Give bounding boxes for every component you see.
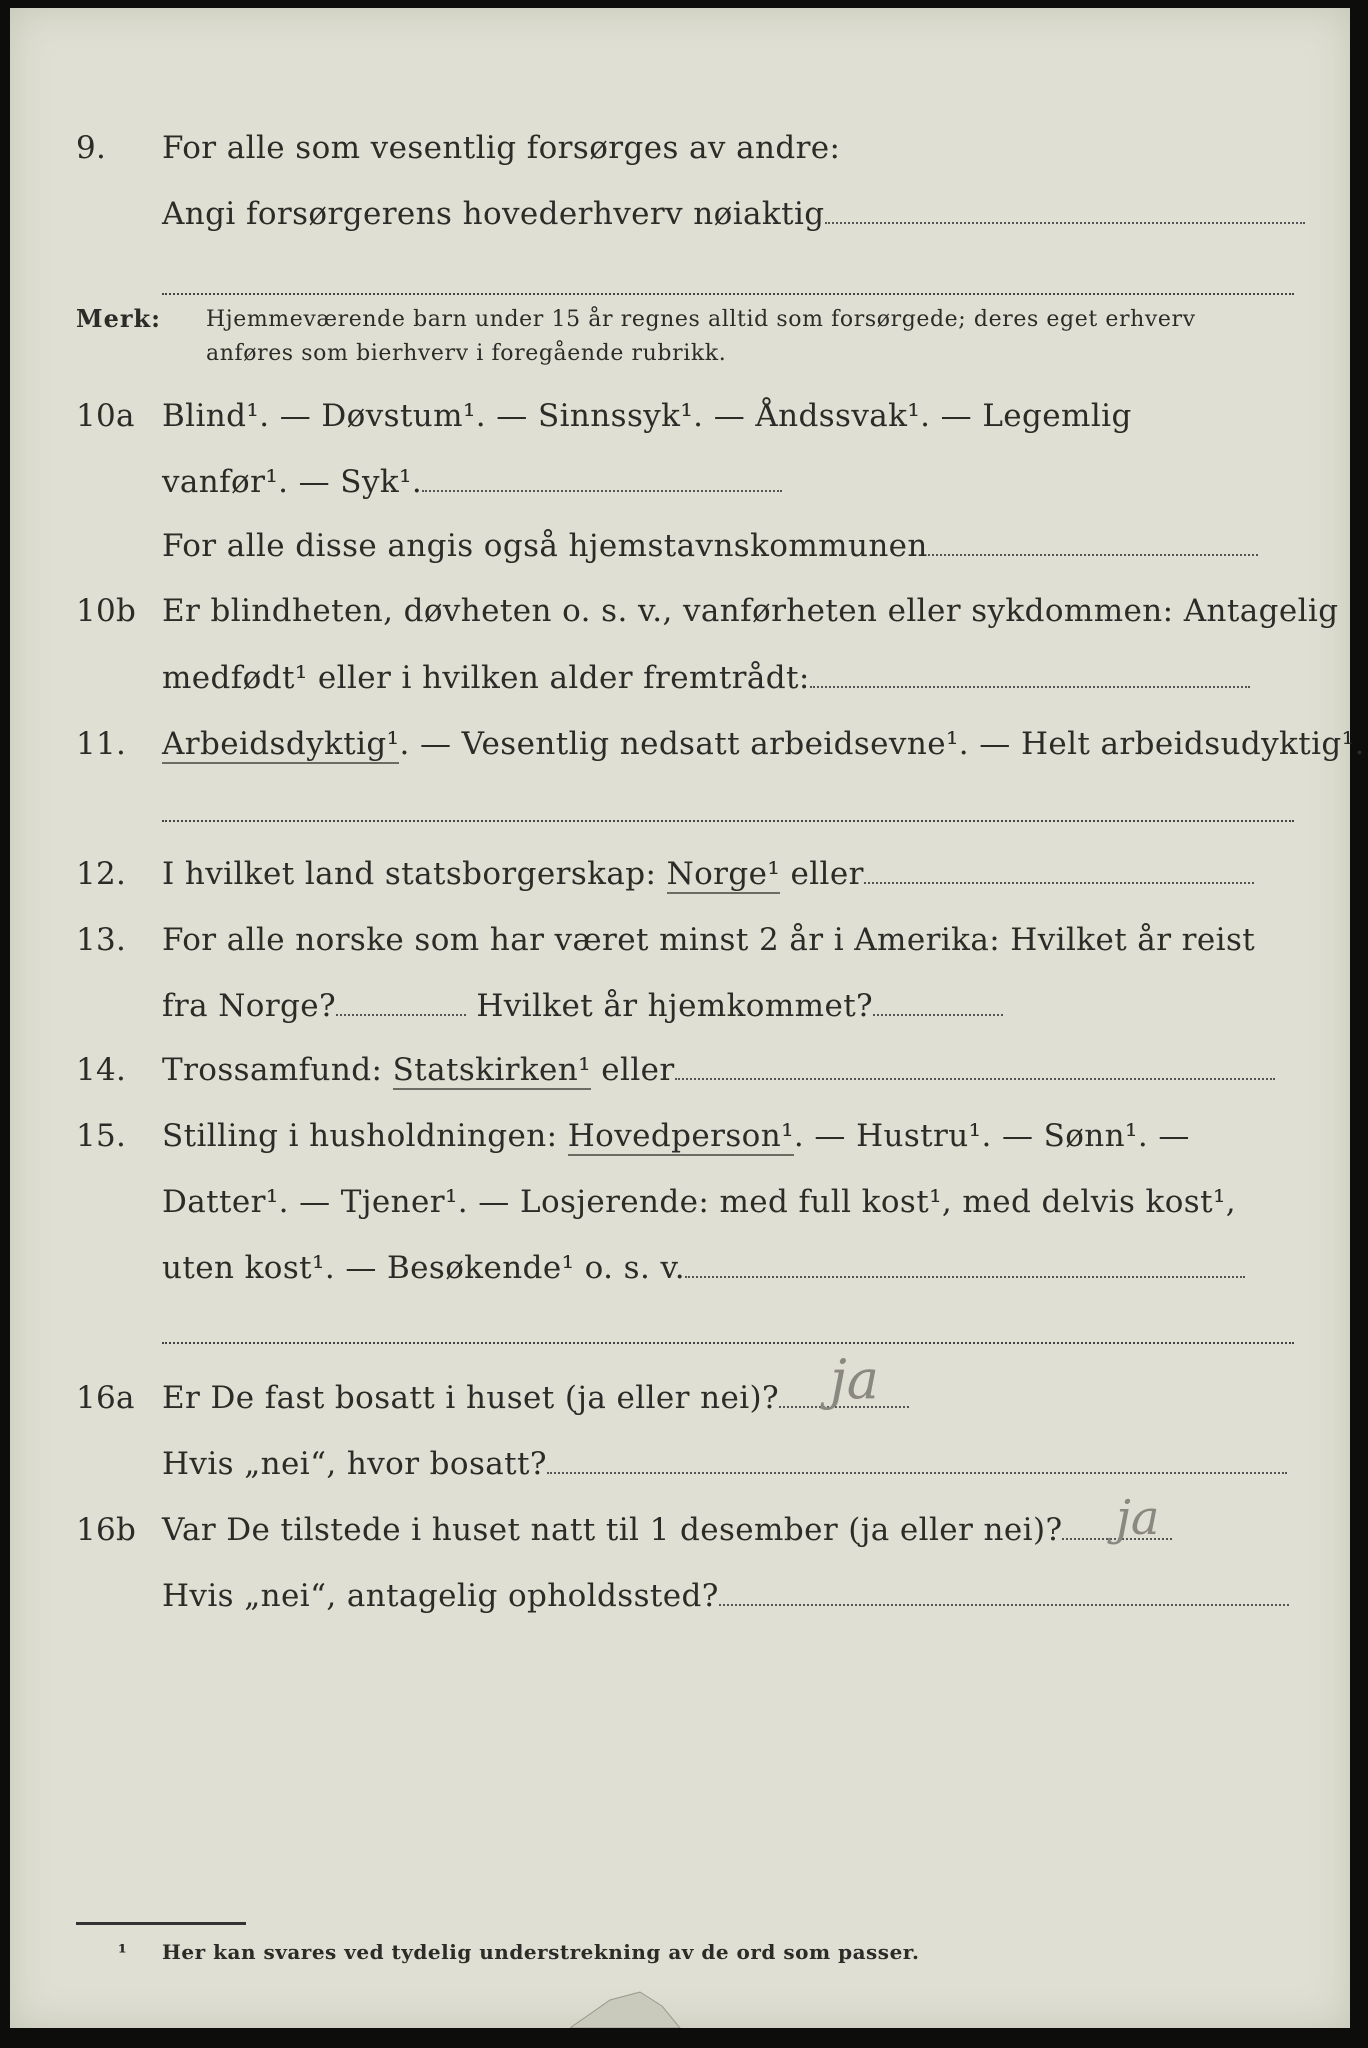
q12-suffix: eller (780, 856, 864, 892)
q12-prefix: I hvilket land statsborgerskap: (162, 856, 667, 892)
footnote-rule (76, 1922, 246, 1925)
q11-option-underlined: Arbeidsdyktig¹ (162, 726, 400, 762)
q10a-line3 (162, 528, 1258, 564)
q15-option-underlined: Hovedperson¹ (567, 1118, 794, 1154)
divider-rule (162, 820, 1294, 822)
q10a-line3-text: For alle disse angis også hjemstavnskommunen (162, 528, 928, 564)
divider-rule (162, 1342, 1294, 1344)
q9-line2 (162, 196, 1292, 232)
answer-line (719, 1603, 1289, 1606)
q15-number: 15. (76, 1118, 127, 1154)
q16b-line1-text: Var De tilstede i huset natt til 1 desember (ja eller nei)? (162, 1512, 1063, 1548)
q14-suffix: eller (591, 1052, 675, 1088)
q13-line2a: fra Norge? (162, 988, 337, 1024)
answer-line (685, 1275, 1245, 1278)
q15-rest: . — Hustru¹. — Sønn¹. — (793, 1118, 1190, 1154)
q15-line2: Datter¹. — Tjener¹. — Losjerende: med full kost¹, med delvis kost¹, (162, 1184, 1237, 1220)
q9-number: 9. (76, 130, 107, 166)
q13-line2b: Hvilket år hjemkommet? (476, 988, 874, 1024)
census-form-page (10, 8, 1365, 2028)
paper-fold-mark (570, 1988, 690, 2028)
footnote-text: Her kan svares ved tydelig understrekning av de ord som passer. (162, 1940, 920, 1964)
q15-line3-text: uten kost¹. — Besøkende¹ o. s. v. (162, 1250, 685, 1286)
q16b-line2 (162, 1578, 1289, 1614)
q10a-line2 (162, 464, 782, 500)
q13-line2 (162, 988, 1003, 1024)
q16b-line1 (162, 1512, 1172, 1548)
q15-line1 (162, 1118, 1190, 1154)
q16a-line2 (162, 1446, 1287, 1482)
q15-line3 (162, 1250, 1245, 1286)
q16a-line1-text: Er De fast bosatt i huset (ja eller nei)? (162, 1380, 780, 1416)
divider-rule (162, 293, 1294, 295)
q16a-line2-text: Hvis „nei“, hvor bosatt? (162, 1446, 547, 1482)
q13-number: 13. (76, 922, 127, 958)
answer-line (810, 685, 1250, 688)
q16a-number: 16a (76, 1380, 135, 1416)
q12-number: 12. (76, 856, 127, 892)
answer-line (825, 221, 1305, 224)
q13-line1: For alle norske som har været minst 2 år i Amerika: Hvilket år reist (162, 922, 1256, 958)
q14-prefix: Trossamfund: (162, 1052, 393, 1088)
answer-line (675, 1077, 1275, 1080)
q10a-line1: Blind¹. — Døvstum¹. — Sinnssyk¹. — Åndssvak¹. — Legemlig (162, 398, 1132, 434)
footnote-marker: ¹ (118, 1940, 128, 1964)
q16b-number: 16b (76, 1512, 137, 1548)
q12-line (162, 856, 1254, 892)
note-label: Merk: (76, 304, 161, 333)
q10b-line2-text: medfødt¹ eller i hvilken alder fremtrådt: (162, 660, 810, 696)
q11-line (162, 726, 1365, 762)
q10a-line2-text: vanfør¹. — Syk¹. (162, 464, 423, 500)
handwritten-answer-16a: ja (830, 1348, 879, 1411)
handwritten-answer-16b: ja (1116, 1490, 1160, 1546)
answer-line (873, 1013, 1003, 1016)
note-line2: anføres som bierhverv i foregående rubrikk. (206, 341, 727, 366)
q10b-number: 10b (76, 593, 137, 629)
q10b-line2 (162, 660, 1250, 696)
q14-line (162, 1052, 1275, 1088)
q15-prefix: Stilling i husholdningen: (162, 1118, 568, 1154)
q10b-line1: Er blindheten, døvheten o. s. v., vanførheten eller sykdommen: Antagelig (162, 593, 1339, 629)
answer-line (928, 553, 1258, 556)
q16a-line1 (162, 1380, 909, 1416)
q12-option-underlined: Norge¹ (666, 856, 781, 892)
q10a-number: 10a (76, 398, 135, 434)
answer-line (422, 489, 782, 492)
q9-text: For alle som vesentlig forsørges av andre: (162, 130, 841, 166)
q11-number: 11. (76, 726, 127, 762)
q9-line2-text: Angi forsørgerens hovederhverv nøiaktig (162, 196, 825, 232)
note-line1: Hjemmeværende barn under 15 år regnes alltid som forsørgede; deres eget erhverv (206, 307, 1196, 332)
answer-line (864, 881, 1254, 884)
answer-line (547, 1471, 1287, 1474)
q11-rest-text: . — Vesentlig nedsatt arbeidsevne¹. — Helt arbeidsudyktig¹. (399, 726, 1365, 762)
q16b-line2-text: Hvis „nei“, antagelig opholdssted? (162, 1578, 719, 1614)
answer-line (336, 1013, 466, 1016)
q14-number: 14. (76, 1052, 127, 1088)
q14-option-underlined: Statskirken¹ (392, 1052, 591, 1088)
